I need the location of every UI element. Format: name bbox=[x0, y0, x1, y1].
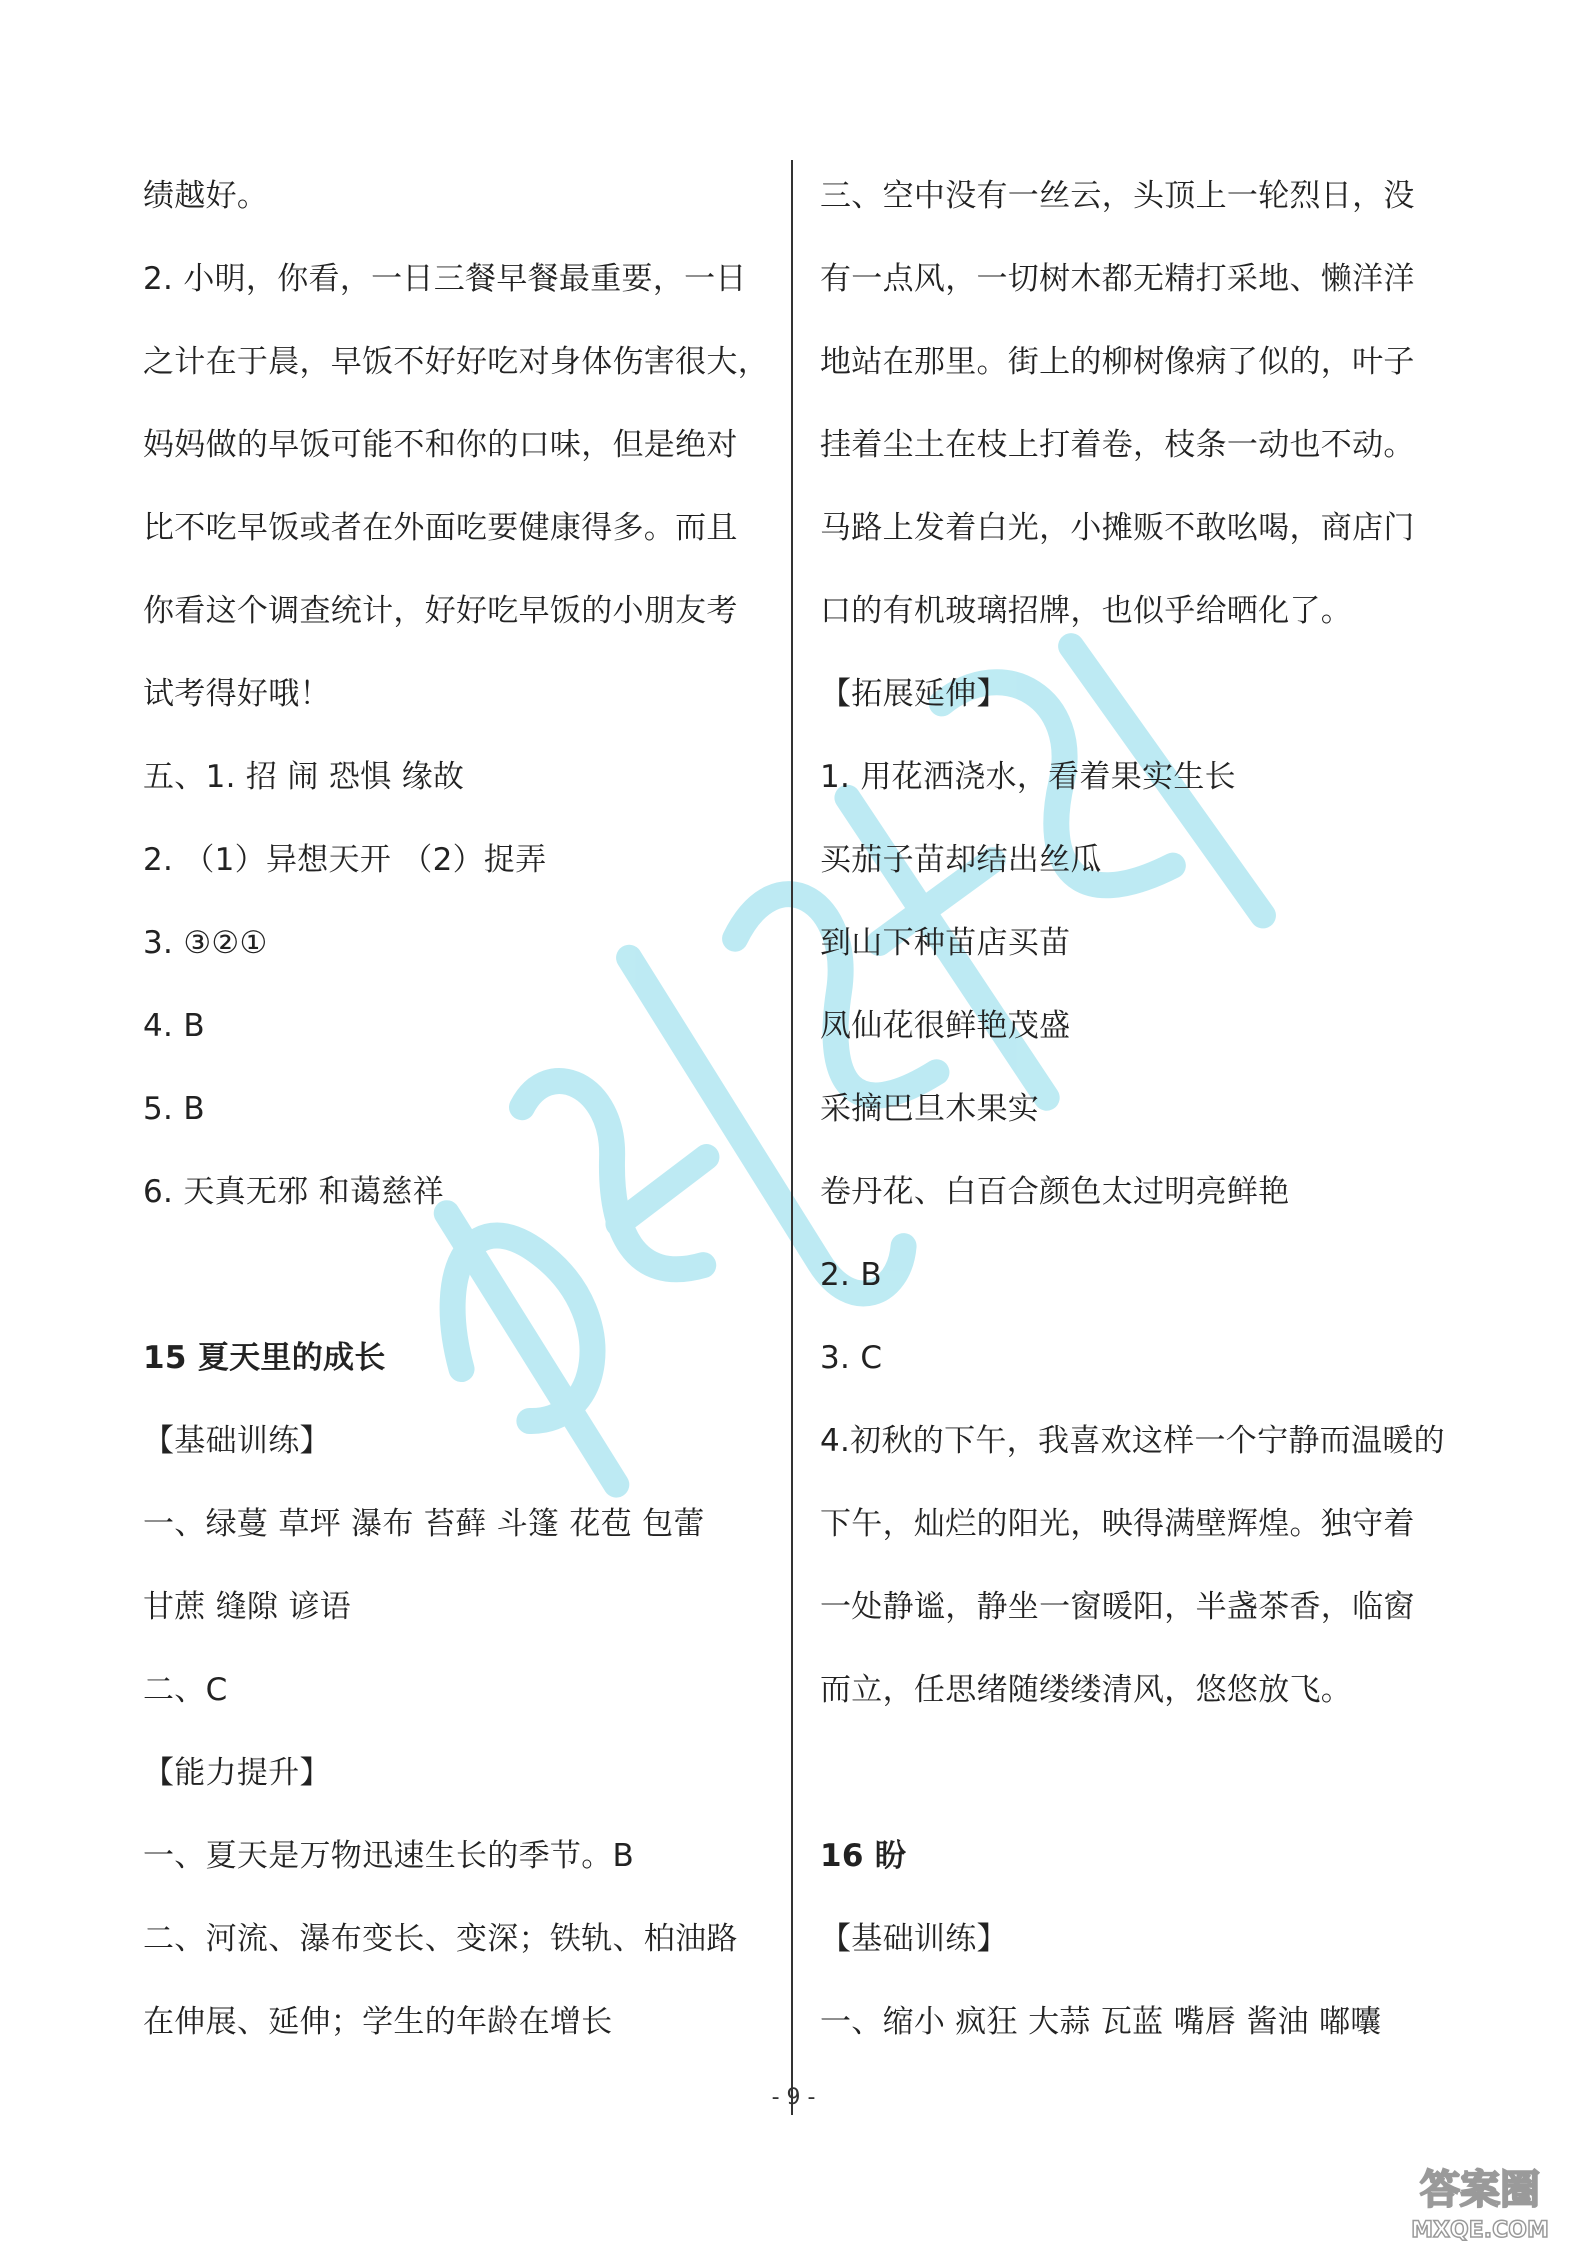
text-line: 五、1. 招 闹 恐惧 缘故 bbox=[143, 759, 465, 795]
text-line: 4. B bbox=[143, 1008, 205, 1044]
text-line: 地站在那里。街上的柳树像病了似的，叶子 bbox=[820, 344, 1415, 380]
text-line: 二、河流、瀑布变长、变深；铁轨、柏油路 bbox=[143, 1921, 738, 1957]
blank-line bbox=[820, 1747, 1450, 1830]
text-line: 比不吃早饭或者在外面吃要健康得多。而且 bbox=[143, 510, 738, 546]
column-divider bbox=[791, 160, 793, 2115]
text-line: 有一点风，一切树木都无精打采地、懒洋洋 bbox=[820, 261, 1415, 297]
text-line: 在伸展、延伸；学生的年龄在增长 bbox=[143, 2004, 613, 2040]
text-line: 6. 天真无邪 和蔼慈祥 bbox=[143, 1174, 444, 1210]
page-number: - 9 - bbox=[771, 2085, 816, 2110]
text-line: 2. （1）异想天开 （2）捉弄 bbox=[143, 842, 547, 878]
text-line: 一处静谧，静坐一窗暖阳，半盏茶香，临窗 bbox=[820, 1589, 1415, 1625]
text-line: 一、缩小 疯狂 大蒜 瓦蓝 嘴唇 酱油 嘟囔 bbox=[820, 2004, 1382, 2040]
text-line: 一、绿蔓 草坪 瀑布 苔藓 斗篷 花苞 包蕾 bbox=[143, 1506, 705, 1542]
subsection-label: 【拓展延伸】 bbox=[820, 676, 1008, 712]
logo-text-top: 答案圈 bbox=[1420, 2167, 1540, 2213]
text-line: 二、C bbox=[143, 1672, 228, 1708]
text-line: 到山下种苗店买苗 bbox=[820, 925, 1071, 961]
text-line: 1. 用花洒浇水，看着果实生长 bbox=[820, 759, 1236, 795]
text-line: 卷丹花、白百合颜色太过明亮鲜艳 bbox=[820, 1174, 1290, 1210]
text-line: 之计在于晨，早饭不好好吃对身体伤害很大， bbox=[143, 344, 769, 380]
text-line: 4.初秋的下午，我喜欢这样一个宁静而温暖的 bbox=[820, 1423, 1445, 1459]
text-line: 绩越好。 bbox=[143, 178, 269, 214]
text-line: 3. ③②① bbox=[143, 925, 268, 961]
text-line: 下午，灿烂的阳光，映得满壁辉煌。独守着 bbox=[820, 1506, 1415, 1542]
section-heading: 16 盼 bbox=[820, 1838, 907, 1874]
logo-text-bottom: MXQE.COM bbox=[1411, 2218, 1549, 2243]
text-line: 挂着尘土在枝上打着卷，枝条一动也不动。 bbox=[820, 427, 1415, 463]
section-heading: 15 夏天里的成长 bbox=[143, 1340, 386, 1376]
text-line: 5. B bbox=[143, 1091, 205, 1127]
text-line: 一、夏天是万物迅速生长的季节。B bbox=[143, 1838, 635, 1874]
text-line: 妈妈做的早饭可能不和你的口味，但是绝对 bbox=[143, 427, 738, 463]
blank-line bbox=[143, 1249, 773, 1332]
text-line: 你看这个调查统计，好好吃早饭的小朋友考 bbox=[143, 593, 738, 629]
text-line: 马路上发着白光，小摊贩不敢吆喝，商店门 bbox=[820, 510, 1415, 546]
subsection-label: 【基础训练】 bbox=[143, 1423, 331, 1459]
site-logo bbox=[1385, 2155, 1575, 2245]
text-line: 凤仙花很鲜艳茂盛 bbox=[820, 1008, 1071, 1044]
text-line: 试考得好哦！ bbox=[143, 676, 331, 712]
text-line: 3. C bbox=[820, 1340, 883, 1376]
right-column bbox=[820, 170, 1450, 2079]
text-line: 2. 小明，你看，一日三餐早餐最重要，一日 bbox=[143, 261, 747, 297]
text-line: 2. B bbox=[820, 1257, 882, 1293]
text-line: 三、空中没有一丝云，头顶上一轮烈日，没 bbox=[820, 178, 1415, 214]
subsection-label: 【能力提升】 bbox=[143, 1755, 331, 1791]
text-line: 甘蔗 缝隙 谚语 bbox=[143, 1589, 352, 1625]
text-line: 而立，任思绪随缕缕清风，悠悠放飞。 bbox=[820, 1672, 1353, 1708]
text-line: 买茄子苗却结出丝瓜 bbox=[820, 842, 1102, 878]
subsection-label: 【基础训练】 bbox=[820, 1921, 1008, 1957]
text-line: 口的有机玻璃招牌，也似乎给晒化了。 bbox=[820, 593, 1353, 629]
text-line: 采摘巴旦木果实 bbox=[820, 1091, 1040, 1127]
left-column bbox=[143, 170, 773, 2079]
